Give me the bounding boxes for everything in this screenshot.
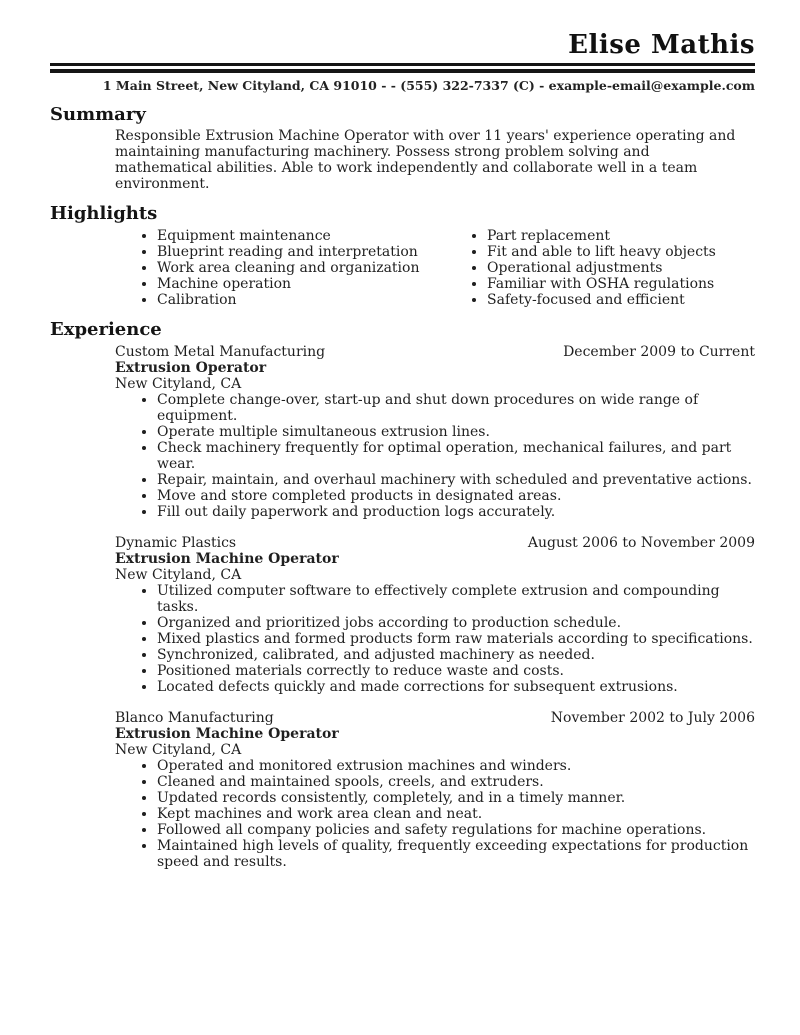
highlight-item: • Safety-focused and efficient xyxy=(487,292,716,308)
job-location: New Cityland, CA xyxy=(115,742,242,758)
job-entry xyxy=(115,535,755,695)
job-company: Dynamic Plastics xyxy=(115,535,237,551)
job-location: New Cityland, CA xyxy=(115,567,242,583)
job-title: Extrusion Machine Operator xyxy=(115,551,339,567)
job-bullet: • Organized and prioritized jobs according to production schedule. xyxy=(157,615,753,631)
job-bullet: • Operate multiple simultaneous extrusion lines. xyxy=(157,424,753,440)
contact-line: 1 Main Street, New Cityland, CA 91010 - - (555) 322-7337 (C) - example-email@example.com xyxy=(102,78,755,93)
job-bullet: • Complete change-over, start-up and shut down procedures on wide range of equipment. xyxy=(157,392,753,424)
highlight-item: • Blueprint reading and interpretation xyxy=(157,244,445,260)
job-bullet: • Check machinery frequently for optimal operation, mechanical failures, and part wear. xyxy=(157,440,753,472)
job-title: Extrusion Operator xyxy=(115,360,267,376)
job-bullet: • Cleaned and maintained spools, creels, and extruders. xyxy=(157,774,753,790)
job-bullet: • Maintained high levels of quality, frequently exceeding expectations for production speed and results. xyxy=(157,838,753,870)
job-bullet-list xyxy=(115,392,755,520)
job-entry xyxy=(115,344,755,520)
job-bullet: • Updated records consistently, completely, and in a timely manner. xyxy=(157,790,753,806)
person-name: Elise Mathis xyxy=(568,30,755,60)
job-bullet: • Kept machines and work area clean and neat. xyxy=(157,806,753,822)
highlight-item: • Calibration xyxy=(157,292,445,308)
job-bullet: • Located defects quickly and made corrections for subsequent extrusions. xyxy=(157,679,753,695)
job-dates: November 2002 to July 2006 xyxy=(550,710,755,726)
job-bullet: • Utilized computer software to effectively complete extrusion and compounding tasks. xyxy=(157,583,753,615)
job-bullet: • Followed all company policies and safety regulations for machine operations. xyxy=(157,822,753,838)
job-dates: December 2009 to Current xyxy=(563,344,755,360)
summary-text: Responsible Extrusion Machine Operator with over 11 years' experience operating and maintaining manufacturing machinery. Possess strong problem solving and mathematical abilities. Able to work independently and collaborate well in a team environment. xyxy=(115,128,736,192)
highlights-right-column xyxy=(445,228,716,308)
experience-section-title: Experience xyxy=(50,319,162,340)
highlights-left-column xyxy=(115,228,445,308)
job-bullet-list xyxy=(115,583,755,695)
job-dates: August 2006 to November 2009 xyxy=(527,535,755,551)
header-divider xyxy=(50,63,755,73)
job-title: Extrusion Machine Operator xyxy=(115,726,339,742)
job-entry xyxy=(115,710,755,870)
job-bullet-list xyxy=(115,758,755,870)
highlight-item: • Familiar with OSHA regulations xyxy=(487,276,716,292)
highlights-section-title: Highlights xyxy=(50,203,158,224)
job-bullet: • Mixed plastics and formed products form raw materials according to specifications. xyxy=(157,631,753,647)
job-location: New Cityland, CA xyxy=(115,376,242,392)
job-company: Blanco Manufacturing xyxy=(115,710,274,726)
job-company: Custom Metal Manufacturing xyxy=(115,344,326,360)
highlight-item: • Fit and able to lift heavy objects xyxy=(487,244,716,260)
highlight-item: • Machine operation xyxy=(157,276,445,292)
highlight-item: • Work area cleaning and organization xyxy=(157,260,445,276)
job-bullet: • Repair, maintain, and overhaul machinery with scheduled and preventative actions. xyxy=(157,472,753,488)
highlight-item: • Operational adjustments xyxy=(487,260,716,276)
highlights-columns xyxy=(115,228,755,308)
highlight-item: • Equipment maintenance xyxy=(157,228,445,244)
job-bullet: • Fill out daily paperwork and production logs accurately. xyxy=(157,504,753,520)
job-bullet: • Operated and monitored extrusion machines and winders. xyxy=(157,758,753,774)
job-bullet: • Move and store completed products in designated areas. xyxy=(157,488,753,504)
job-bullet: • Synchronized, calibrated, and adjusted machinery as needed. xyxy=(157,647,753,663)
summary-section-title: Summary xyxy=(50,104,146,125)
job-bullet: • Positioned materials correctly to reduce waste and costs. xyxy=(157,663,753,679)
highlight-item: • Part replacement xyxy=(487,228,716,244)
